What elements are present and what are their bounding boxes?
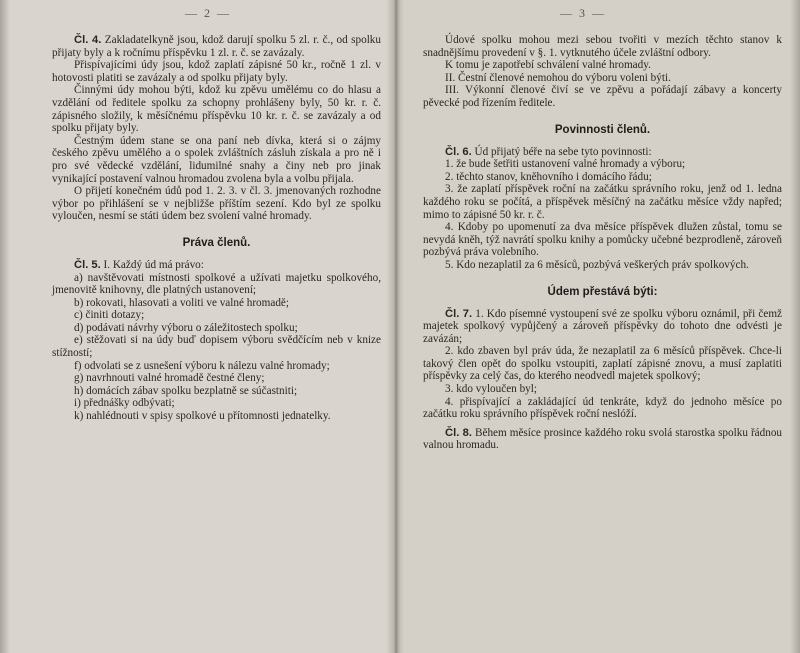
article-6-label: Čl. 6. — [445, 145, 472, 158]
article-5-item-a: a) navštěvovati místnosti spolkové a užívati majetku spolkového, jmenovitě knihovny, dle platných ustanovení; — [52, 271, 381, 297]
section-heading-rights: Práva členů. — [182, 236, 251, 249]
article-7-item-1-text: 1. Kdo písemné vystoupení své ze spolku výboru oznámil, při čemž majetek spolkový vypůjčený a zároveň příspěvky do tohoto dne odvésti je zavázán; — [423, 307, 783, 345]
article-6-item-5: 5. Kdo nezaplatil za 6 měsíců, pozbývá veškerých práv spolkových. — [445, 258, 749, 271]
article-7-label: Čl. 7. — [445, 307, 473, 320]
article-6-item-4: 4. Kdoby po upomenutí za dva měsíce příspěvek dlužen zůstal, tomu se nevydá kněh, týž navrátí spolku knihy a pomůcky učebné bezprodleně, zároveň pozbývá práva volebního. — [423, 221, 782, 259]
article-5-item-i: i) přednášky odbývati; — [74, 397, 175, 410]
page-number-left: — 2 — — [185, 6, 231, 20]
article-5-item-h: h) domácích zábav spolku bezplatně se súčastniti; — [74, 384, 298, 397]
article-6-intro — [423, 146, 782, 159]
members-groups-para: Údové spolku mohou mezi sebou tvořiti v mezích těchto stanov k snadnějšímu provedení v §. 1. vytknutého účele zvláštní odbory. — [423, 34, 782, 59]
article-7-item-1 — [423, 308, 782, 346]
article-6-item-3: 3. že zaplatí příspěvek roční na začátku správního roku, jenž od 1. ledna každého roku se počítá, a příspěvek měsíčný na začátku měsíce vždy napřed; mimo to zápisné 50 kr. r. č. — [423, 183, 782, 221]
article-5-intro-text: I. Každý úd má právo: — [103, 258, 204, 271]
article-5-item-k: k) nahlédnouti v spisy spolkové u přítomnosti jednatelky. — [74, 410, 331, 423]
article-6-item-2: 2. těchto stanov, kněhovního i domácího řádu; — [445, 170, 652, 183]
article-5-item-g: g) navrhnouti valné hromadě čestné členy; — [74, 372, 265, 385]
left-edge-shadow — [0, 0, 10, 653]
article-7-item-3: 3. kdo vyloučen byl; — [445, 383, 537, 396]
section-heading-termination: Údem přestává býti: — [547, 285, 658, 298]
article-6-item-1: 1. že bude šetřiti ustanovení valné hromady a výboru; — [445, 158, 686, 171]
article-7-item-2: 2. kdo zbaven byl práv úda, že nezaplatil za 6 měsíců příspěvek. Chce-li takový člen opět do spolku vstoupiti, zaplatí zápisné znovu, a musí zaplatiti příspěvky za celý čas, do kterého neodvedl majetek spolkový; — [423, 345, 782, 383]
article-5-item-b: b) rokovati, hlasovati a voliti ve valné hromadě; — [74, 296, 289, 309]
page-number-right: — 3 — — [560, 6, 606, 20]
article-4-para-1 — [52, 34, 381, 59]
article-4-para-5: O přijetí konečném údů pod 1. 2. 3. v čl. 3. jmenovaných rozhodne výbor po přihlášení se v nejbližše příštím sezení. Kdo byl ze spolku vyloučen, nesmí se státi údem bez svolení valné hromady. — [52, 185, 381, 223]
article-5-item-d: d) podávati návrhy výboru o záležitostech spolku; — [74, 321, 298, 334]
article-4-para-3: Činnými údy mohou býti, kdož ku zpěvu umělému co do hlasu a vzdělání od ředitele spolku za schopny prohlášeny byly, 50 kr. r. č. zápisného složily, k měsíčnému příspěvku 10 kr. r. č. se zavázaly a od spolku přijaty byly. — [52, 84, 381, 135]
article-6-intro-text: Úd přijatý béře na sebe tyto povinnosti: — [474, 145, 652, 158]
section-heading-duties: Povinnosti členů. — [554, 123, 651, 136]
book-gutter — [386, 0, 404, 653]
article-5-item-c: c) činiti dotazy; — [74, 309, 145, 322]
article-8 — [423, 427, 782, 452]
article-5-intro — [52, 259, 381, 272]
article-8-text: Během měsíce prosince každého roku svolá starostka spolku řádnou valnou hromadu. — [423, 426, 783, 452]
article-5-label: Čl. 5. — [74, 258, 101, 271]
article-5-item-f: f) odvolati se z usnešení výboru k nálezu valné hromady; — [74, 359, 330, 372]
article-7-item-4: 4. přispívající a zakládající úd tenkráte, když do jednoho měsíce po začátku roku správního příspěvek roční neslóží. — [423, 395, 782, 421]
article-4-text-1: Zakladatelkyně jsou, kdož darují spolku 5 zl. r. č., od spolku přijaty byly a k ročnímu příspěvku 1 zl. r. č. se zavázaly. — [52, 34, 381, 59]
right-page — [395, 0, 800, 653]
article-4-para-2: Přispívajícími údy jsou, kdož zaplatí zápisné 50 kr., ročně 1 zl. v hotovosti platiti se zavázaly a od spolku přijaty byly. — [52, 59, 381, 84]
members-groups-approval: K tomu je zapotřebí schválení valné hromady. — [445, 59, 651, 72]
article-8-label: Čl. 8. — [445, 426, 472, 439]
article-4-para-4: Čestným údem stane se ona paní neb dívka, která si o zájmy českého zpěvu umělého a o spolek zvláštních zásluh získala a pro ně i pro své vědecké vzdělání, lidumilné snahy a činy neb pro jinak vynikající postavení valnou hromadou zvolena byla a volbu přijala. — [52, 134, 381, 185]
article-5-item-e: e) stěžovati si na údy buď dopisem výboru svědčícím neb v knize stížností; — [52, 334, 381, 360]
article-4-label: Čl. 4. — [74, 34, 102, 46]
right-edge-shadow — [790, 0, 800, 653]
honorary-members-rule: II. Čestní členové nemohou do výboru voleni býti. — [445, 71, 671, 84]
active-members-rule: III. Výkonní členové čiví se ve zpěvu a pořádají zábavy a koncerty pěvecké pod řízením ředitele. — [423, 84, 782, 109]
left-page — [0, 0, 395, 653]
